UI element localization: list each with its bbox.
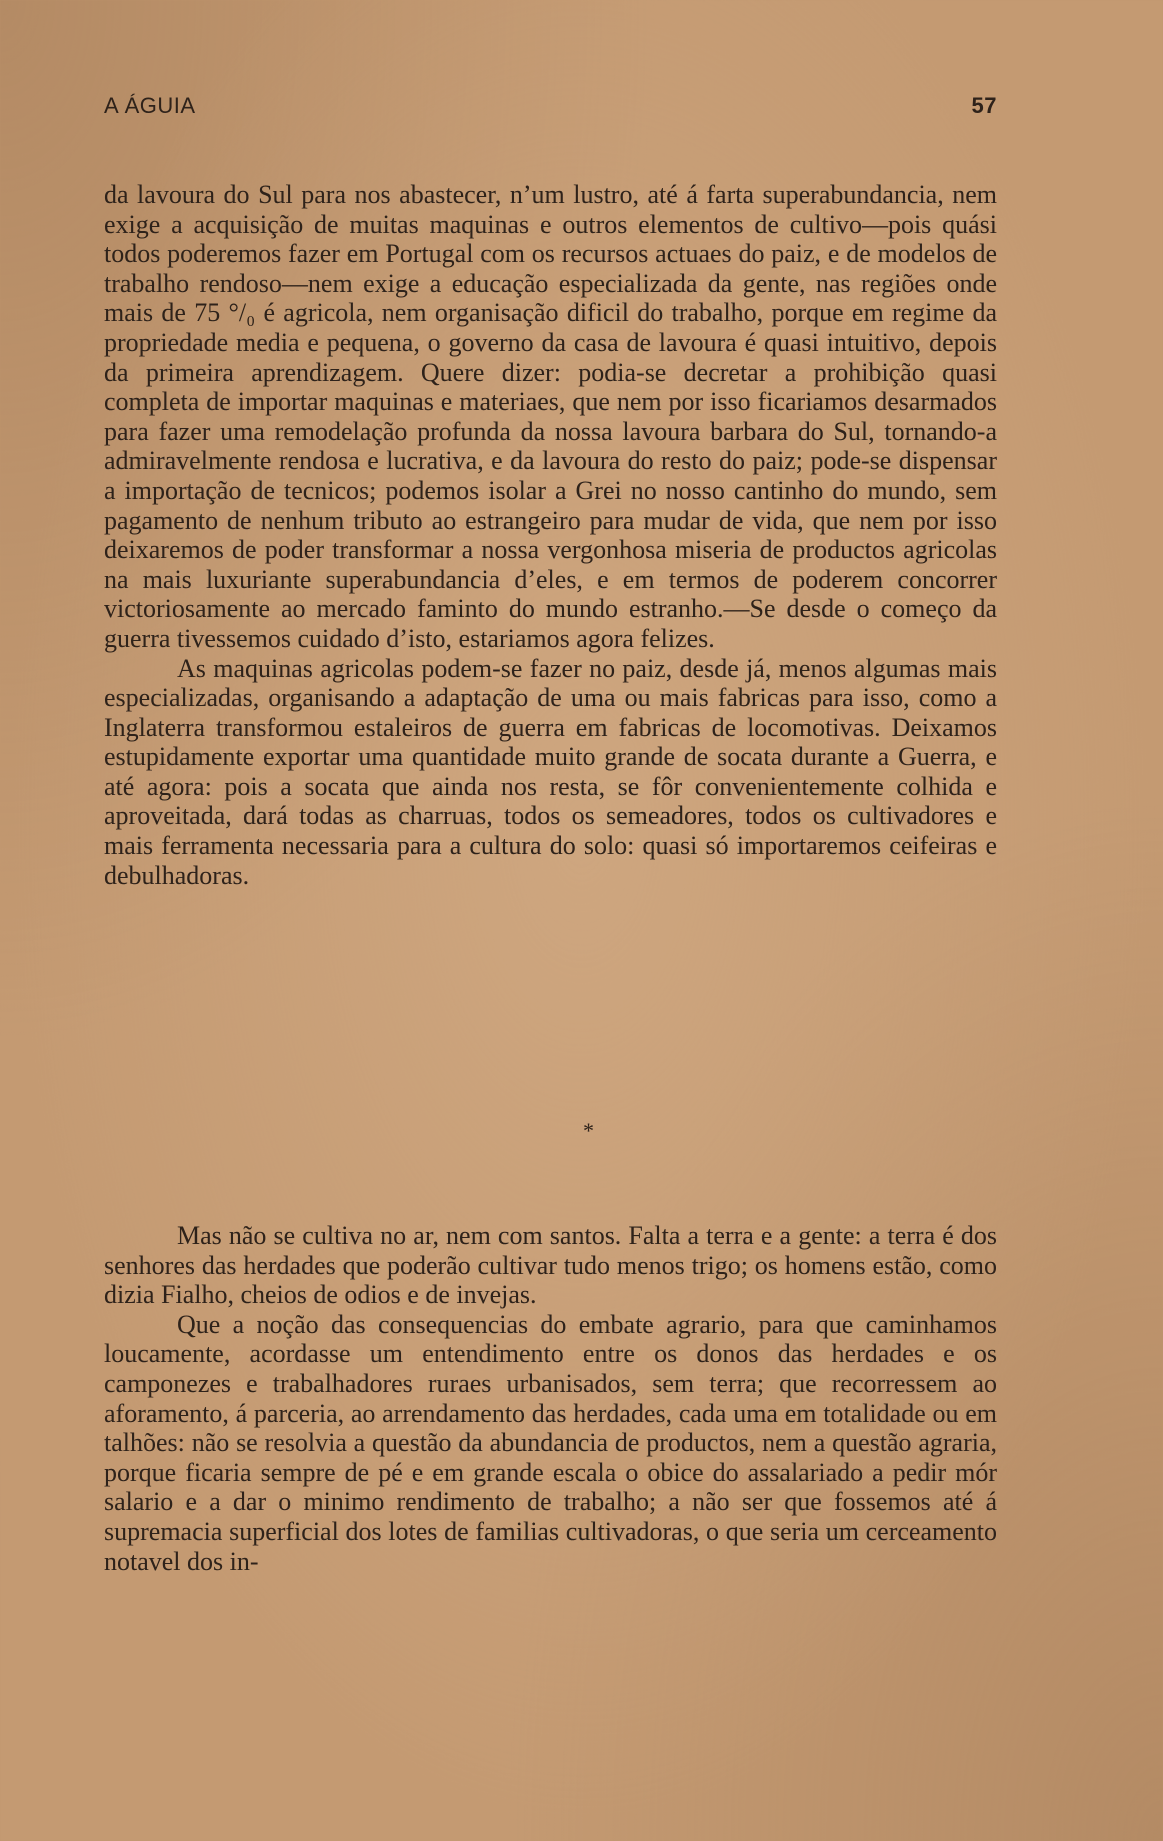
page-header bbox=[104, 93, 997, 123]
page-number: 57 bbox=[971, 93, 997, 118]
section-separator: * bbox=[583, 1118, 594, 1143]
paragraph: Mas não se cultiva no ar, nem com santos. Falta a terra e a gente: a terra é dos senhores das herdades que poderão cultivar tudo menos trigo; os homens estão, como dizia Fialho, cheios de odios e de invejas. bbox=[104, 1221, 997, 1310]
paragraph: da lavoura do Sul para nos abastecer, n’um lustro, até á farta superabundancia, nem exige a acquisição de muitas maquinas e outros elementos de cultivo—pois quási todos poderemos fazer em Portugal com os recursos actuaes do paiz, e de modelos de trabalho rendoso—nem exige a educação especializada da gente, nas regiões onde mais de 75 °/₀ é agricola, nem organisação dificil do trabalho, porque em regime da propriedade media e pequena, o governo da casa de lavoura é quasi intuitivo, depois da primeira aprendizagem. Quere dizer: podia-se decretar a prohibição quasi completa de importar maquinas e materiaes, que nem por isso ficariamos desarmados para fazer uma remodelação profunda da nossa lavoura barbara do Sul, tornando-a admiravelmente rendosa e lucrativa, e da lavoura do resto do paiz; pode-se dispensar a importação de tecnicos; podemos isolar a Grei no nosso cantinho do mundo, sem pagamento de nenhum tributo ao estrangeiro para mudar de vida, que nem por isso deixaremos de poder transformar a nossa vergonhosa miseria de productos agricolas na mais luxuriante superabundancia d’eles, e em termos de poderem concorrer victoriosamente ao mercado faminto do mundo estranho.—Se desde o começo da guerra tivessemos cuidado d’isto, estariamos agora felizes. bbox=[104, 180, 997, 653]
paragraph: As maquinas agricolas podem-se fazer no paiz, desde já, menos algumas mais especializadas, organisando a adaptação de uma ou mais fabricas para isso, como a Inglaterra transformou estaleiros de guerra em fabricas de locomotivas. Deixamos estupidamente exportar uma quantidade muito grande de socata durante a Guerra, e até agora: pois a socata que ainda nos resta, se fôr convenientemente colhida e aproveitada, dará todas as charruas, todos os semeadores, todos os cultivadores e mais ferramenta necessaria para a cultura do solo: quasi só importaremos ceifeiras e debulhadoras. bbox=[104, 653, 997, 890]
text-block-lower bbox=[104, 1221, 997, 1576]
paragraph: Que a noção das consequencias do embate agrario, para que caminhamos loucamente, acordasse um entendimento entre os donos das herdades e os camponezes e trabalhadores ruraes urbanisados, sem terra; que recorressem ao aforamento, á parceria, ao arrendamento das herdades, cada uma em totalidade ou em talhões: não se resolvia a questão da abundancia de productos, nem a questão agraria, porque ficaria sempre de pé e em grande escala o obice do assalariado a pedir mór salario e a dar o minimo rendimento de trabalho; a não ser que fossemos até á supremacia superficial dos lotes de familias cultivadoras, o que seria um cerceamento notavel dos in- bbox=[104, 1309, 997, 1576]
running-title: A ÁGUIA bbox=[104, 93, 196, 118]
text-block-upper bbox=[104, 180, 997, 890]
